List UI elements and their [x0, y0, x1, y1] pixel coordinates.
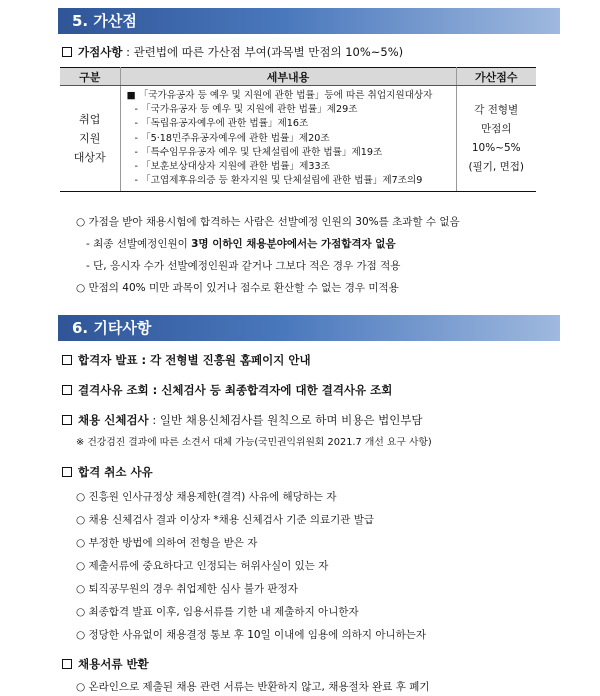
detail-line: - 「보훈보상대상자 지원에 관한 법률」제33조: [134, 161, 330, 173]
category-line: 대상자: [73, 151, 106, 165]
bonus-heading-rest: : 관련법에 따른 가산점 부여(과목별 만점의 10%~5%): [122, 45, 404, 59]
section-5-header: [58, 8, 560, 34]
note-no-bonus-pre: - 최종 선발예정인원이: [86, 238, 192, 250]
detail-line: ■ 「국가유공자 등 예우 및 지원에 관한 법률」등에 따른 취업지원대상자: [126, 90, 433, 101]
note-no-bonus: [86, 236, 396, 251]
checkbox-icon: [62, 467, 72, 477]
points-cell: [456, 86, 536, 192]
table-header-row: [60, 68, 536, 86]
table-row: [60, 86, 536, 192]
list-item: ○ 진흥원 인사규정상 채용제한(결격) 사유에 해당하는 자: [76, 491, 337, 503]
list-item: ○ 퇴직공무원의 경우 취업제한 심사 불가 판정자: [76, 583, 298, 595]
disqualification-rest: : 신체검사 등 최종합격자에 대한 결격사유 조회: [148, 383, 393, 397]
list-item: ○ 정당한 사유없이 채용결정 통보 후 10일 이내에 임용에 의하지 아니하는자: [76, 629, 427, 641]
detail-line: - 「고엽제후유의증 등 환자지원 및 단체설립에 관한 법률」제7조의9: [134, 175, 423, 187]
checkbox-icon: [62, 659, 72, 669]
points-line: 만점의: [481, 122, 512, 135]
category-line: 지원: [79, 132, 101, 146]
cancel-heading: [62, 464, 153, 480]
checkbox-icon: [62, 355, 72, 365]
bonus-heading: [62, 44, 403, 60]
points-line: (필기, 면접): [468, 160, 524, 173]
return-title: 채용서류 반환: [78, 657, 149, 671]
disqualification-item: [62, 382, 392, 398]
physical-exam-note: ※ 건강검진 결과에 따른 소견서 대체 가능(국민권익위원회 2021.7 개선 요구 사항): [76, 437, 432, 448]
table-header-details: 세부내용: [120, 68, 456, 86]
note-no-bonus-bold: 3명 이하인 채용분야에서는 가점합격자 없음: [191, 238, 396, 250]
note-exception: - 단, 응시자 수가 선발예정인원과 같거나 그보다 적은 경우 가점 적용: [86, 260, 401, 272]
details-cell: [120, 86, 456, 192]
disqualification-bold: 결격사유 조회: [78, 383, 149, 397]
checkbox-icon: [62, 385, 72, 395]
note-not-applied: ○ 만점의 40% 미만 과목이 있거나 점수로 환산할 수 없는 경우 미적용: [76, 282, 399, 294]
bonus-table: [60, 67, 536, 192]
category-cell: [60, 86, 120, 192]
bonus-heading-bold: 가점사항: [78, 45, 123, 59]
announce-text: 합격자 발표 : 각 전형별 진흥원 홈페이지 안내: [78, 353, 311, 367]
list-item: ○ 부정한 방법에 의하여 전형을 받은 자: [76, 537, 258, 549]
list-item: ○ 제출서류에 중요하다고 인정되는 허위사실이 있는 자: [76, 560, 329, 572]
section-5-title: 5. 가산점: [72, 12, 137, 30]
detail-line: - 「특수임무유공자 예우 및 단체설립에 관한 법률」제19조: [134, 146, 383, 158]
points-line: 10%~5%: [471, 141, 521, 154]
note-quota: ○ 가점을 받아 채용시험에 합격하는 사람은 선발예정 인원의 30%를 초과할 수 없음: [76, 216, 460, 228]
table-header-points: 가산점수: [456, 68, 536, 86]
checkbox-icon: [62, 415, 72, 425]
detail-line: - 「독립유공자예우에 관한 법률」제16조: [134, 118, 309, 130]
checkbox-icon: [62, 47, 72, 57]
return-heading: [62, 656, 149, 672]
cancel-title: 합격 취소 사유: [78, 465, 153, 479]
list-item: ○ 채용 신체검사 결과 이상자 *채용 신체검사 기준 의료기관 발급: [76, 514, 375, 526]
physical-exam-bold: 채용 신체검사: [78, 413, 149, 427]
detail-line: - 「국가유공자 등 예우 및 지원에 관한 법률」제29조: [134, 104, 358, 116]
list-item: ○ 최종합격 발표 이후, 임용서류를 기한 내 제출하지 아니한자: [76, 606, 359, 618]
physical-exam-rest: : 일반 채용신체검사를 원칙으로 하며 비용은 법인부담: [148, 413, 423, 427]
announce-item: [62, 352, 311, 368]
section-6-title: 6. 기타사항: [72, 319, 152, 337]
return-item: ○ 온라인으로 제출된 채용 관련 서류는 반환하지 않고, 채용절차 완료 후 폐기: [76, 681, 430, 693]
category-line: 취업: [79, 113, 101, 127]
points-line: 각 전형별: [474, 103, 519, 116]
physical-exam-item: [62, 412, 423, 428]
section-6-header: [58, 315, 560, 341]
detail-line: - 「5·18민주유공자예우에 관한 법률」제20조: [134, 132, 330, 144]
table-header-category: 구분: [60, 68, 120, 86]
